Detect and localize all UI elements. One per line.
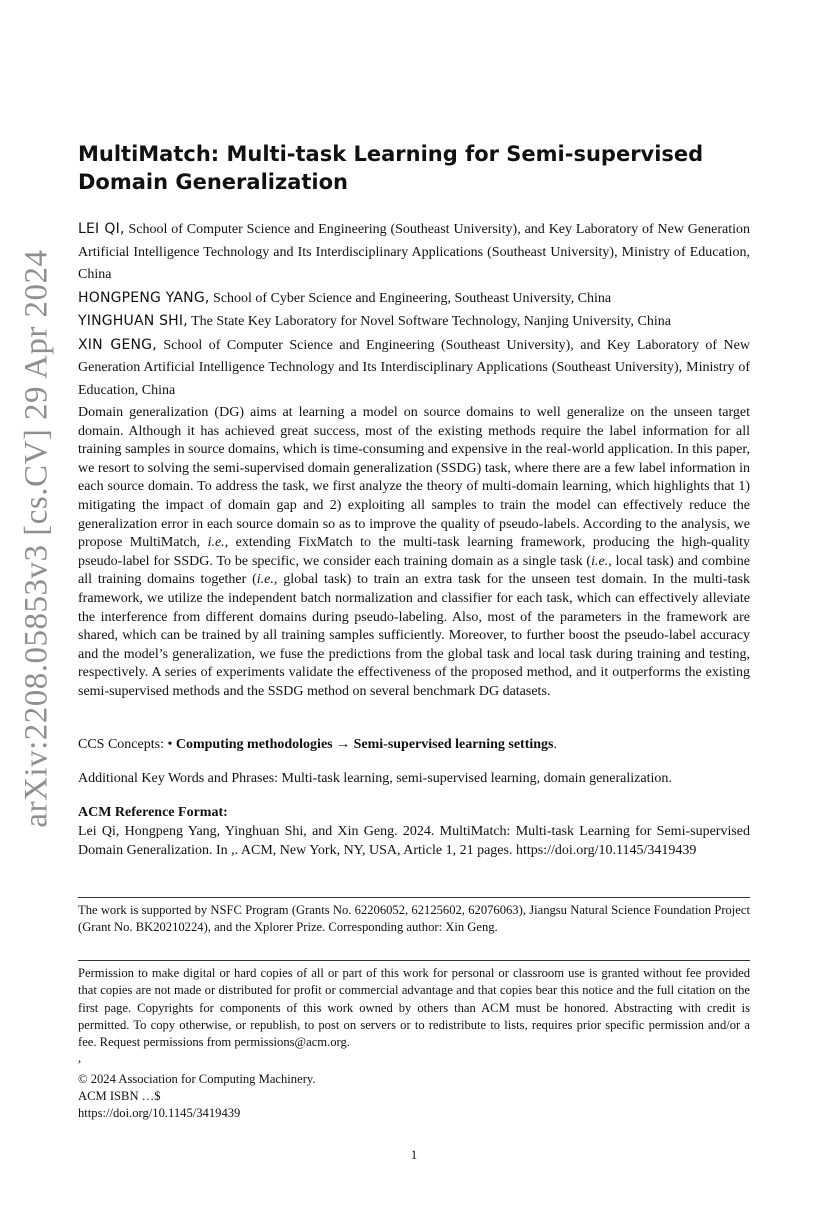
ccs-bullet: • [167,737,176,752]
author-affiliation: School of Computer Science and Engineering (Southeast University), and Key Laboratory of New Generation Artificial Intelligence Technology and Its Interdisciplinary Applications (Southeast University), Ministry of Education, China [78,222,751,282]
arxiv-side-stamp [6,238,68,838]
ccs-end: . [553,737,557,752]
abstract [78,404,750,702]
abstract-italic: i.e. [207,535,225,551]
abstract-text: Domain generalization (DG) aims at learning a model on source domains to well generalize on the unseen target domain. Although it has achieved great success, most of the existing methods require the label information for all training samples in source domains, which is time-consuming and expensive in the real-world application. In this paper, we resort to solving the semi-supervised domain generalization (SSDG) task, where there are a few label information in each source domain. To address the task, we first analyze the theory of multi-domain learning, which highlights that 1) mitigating the impact of domain gap and 2) exploiting all samples to train the model can effectively reduce the generalization error in each source domain so as to improve the quality of pseudo-labels. According to the analysis, we propose MultiMatch, [78,405,750,551]
author-entry [78,218,750,287]
author-name: HONGPENG YANG, [78,289,210,306]
acm-reference-heading: ACM Reference Format: [78,805,228,820]
ccs-setting: Semi-supervised learning settings [353,737,554,752]
paper-title: MultiMatch: Multi-task Learning for Semi-supervised Domain Generalization [78,142,704,194]
author-entry [78,287,750,311]
page-number: 1 [410,1148,418,1162]
acm-reference-text: Lei Qi, Hongpeng Yang, Yinghuan Shi, and Xin Geng. 2024. MultiMatch: Multi-task Learning for Semi-supervised Domain Generalization. In ,. ACM, New York, NY, USA, Article 1, 21 pages. https://doi.org/10.1145/3419439 [78,824,750,858]
author-name: XIN GENG, [78,336,157,353]
abstract-italic: i.e. [591,553,609,569]
author-name: LEI QI, [78,221,125,237]
copyright-line: © 2024 Association for Computing Machinery. [78,1072,316,1086]
doi-line: https://doi.org/10.1145/3419439 [78,1106,241,1120]
funding-note: The work is supported by NSFC Program (Grants No. 62206052, 62125602, 62076063), Jiangsu Natural Science Foundation Project (Grant No. BK20210224), and the Xplorer Prize. Corresponding author: Xin Geng. [78,903,750,934]
ccs-concept: Computing methodologies [175,737,333,752]
footnote-divider [78,897,750,898]
permission-divider [78,960,750,961]
abstract-text: , extending FixMatch to the multi-task learning framework, producing the high-quality pseudo-label for SSDG. To be specific, we consider each training domain as a single task ( [78,535,750,569]
permission-notice: Permission to make digital or hard copies of all or part of this work for personal or classroom use is granted without fee provided that copies are not made or distributed for profit or commercial advantage and that copies bear this notice and the full citation on the first page. Copyrights for components of this work owned by others than ACM must be honored. Abstracting with credit is permitted. To copy otherwise, or republish, to post on servers or to redistribute to lists, requires prior specific permission and/or a fee. Request permissions from permissions@acm.org. [78,966,750,1050]
abstract-italic: i.e. [256,572,274,588]
blank-venue-comma: , [78,1051,82,1065]
abstract-text: , local task) and combine all training domains together ( [78,553,750,588]
author-entry [78,334,750,403]
ccs-label: CCS Concepts: [78,737,168,752]
abstract-text: , global task) to train an extra task for the unseen test domain. In the multi-task framework, we utilize the independent batch normalization and classifier for each task, which can effectively alleviate the interference from different domains during pseudo-labeling. Also, most of the parameters in the framework are shared, which can be trained by all training samples sufficiently. Moreover, to further boost the pseudo-label accuracy and the model’s generalization, we fuse the predictions from the global task and local task during training and testing, respectively. A series of experiments validate the effectiveness of the proposed method, and it outperforms the existing semi-supervised methods and the SSDG method on several benchmark DG datasets. [78,572,750,699]
copyright-block [78,1071,750,1122]
author-entry [78,310,750,334]
author-affiliation: School of Cyber Science and Engineering, Southeast University, China [213,290,612,306]
author-affiliation: School of Computer Science and Engineering (Southeast University), and Key Laboratory of New Generation Artificial Intelligence Technology and Its Interdisciplinary Applications (Southeast University), Ministry of Education, China [78,337,750,398]
arxiv-identifier: arXiv:2208.05853v3 [cs.CV] 29 Apr 2024 [18,248,55,828]
author-name: YINGHUAN SHI, [78,313,188,329]
isbn-line: ACM ISBN …$ [78,1089,161,1103]
ccs-arrow: → [332,737,354,752]
author-list [78,218,750,402]
ccs-concepts [78,736,750,754]
keywords: Additional Key Words and Phrases: Multi-task learning, semi-supervised learning, domain generalization. [78,771,672,786]
author-affiliation: The State Key Laboratory for Novel Software Technology, Nanjing University, China [191,314,671,329]
